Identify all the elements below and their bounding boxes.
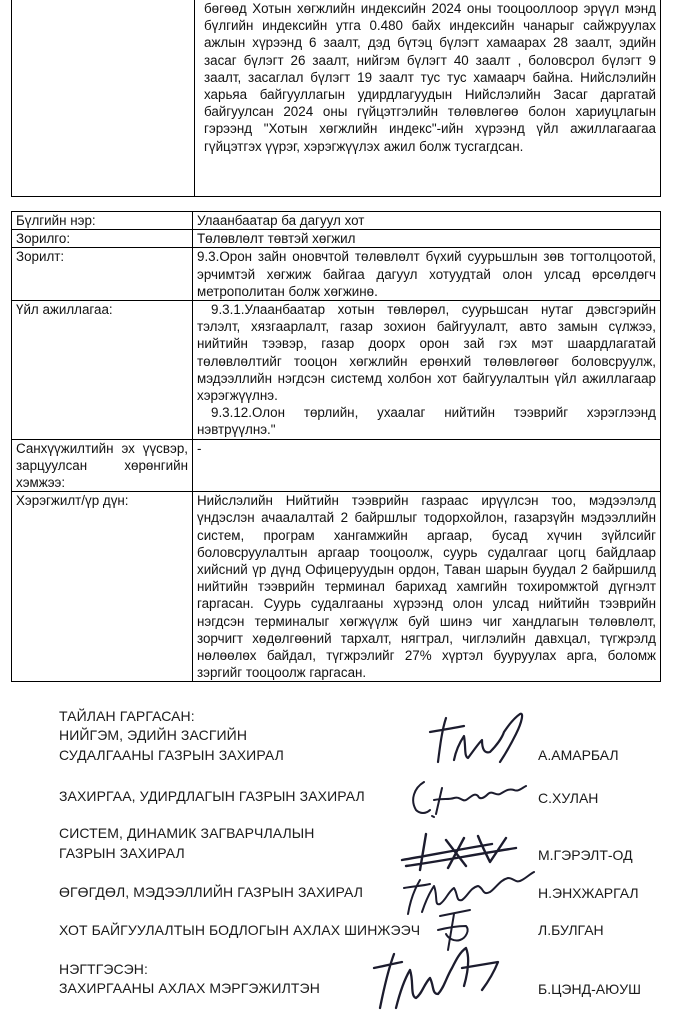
signer-title: СУДАЛГААНЫ ГАЗРЫН ЗАХИРАЛ bbox=[59, 747, 284, 763]
row-label: Зорилт: bbox=[12, 248, 193, 301]
row-value: - bbox=[193, 439, 661, 492]
row-label: Хэрэгжилт/үр дүн: bbox=[12, 492, 193, 682]
row-label: Үйл ажиллагаа: bbox=[12, 301, 193, 440]
previous-section-text: бөгөөд Хотын хөгжлийн индексийн 2024 оны тооцооллоор эрүүл мэнд бүлгийн индексийн утга 0.480 байх индексийн чанарыг сайжруулах ажлын хүрээнд 6 заалт, дэд бүтэц бүлэгт хамаарах 28 заалт, эдийн засаг бүлэгт 26 заалт, нийгэм бүлэгт 40 заалт , боловсрол бүлэгт 9 заалт, засаглал бүлэгт 19 заалт тус тус хамаарч байна. Нийслэлийн харьяа байгууллагын удирдлагуудын Нийслэлийн Засаг даргатай байгуулсан 2024 оны гүйцэтгэлийн төлөвлөгөө болон хариуцлагын гэрээнд "Хотын хөгжлийн индекс"-ийн хүрээнд үйл ажиллагаагаа гүйцэтгэх үүрэг, хэрэгжүүлэх ажил болж тусгагдсан. bbox=[204, 1, 656, 154]
handwritten-signature bbox=[404, 770, 534, 820]
row-value: Нийслэлийн Нийтийн тээврийн газраас ирүүлсэн тоо, мэдээлэлд үндэслэн ачаалалтай 2 байршлыг тодорхойлон, газарзүйн мэдээллийн систем, програм хангамжийн аргаар, бусад хүчин зүйлсийг боловсруулалтын аргаар тооцоолж, суурь судалгааг цогц байдлаар хийсний үр дүнд Офицеруудын ордон, Таван шарын буудал 2 байршилд нийтийн тээврийн терминал барихад хамгийн тохиромжтой дүгнэлт гаргасан. Суурь судалгааны хүрээнд олон улсад нийтийн тээврийн нэгдсэн терминалыг хөгжүүлж буй шинэ чиг хандлагын төлөвлөлт, зорчигт хөдөлгөөний тархалт, нягтрал, чиглэлийн давхцал, түгжрэлд нөлөөлөх байдал, түгжрэлийг 27% хүртэл бууруулах арга, боломж зэргийг тооцоолж гаргасан. bbox=[193, 492, 661, 682]
row-value bbox=[193, 301, 661, 440]
signer-title: ӨГӨГДӨЛ, МЭДЭЭЛЛИЙН ГАЗРЫН ЗАХИРАЛ bbox=[59, 884, 364, 900]
signer-name: Н.ЭНХЖАРГАЛ bbox=[538, 885, 639, 901]
verifier-title: ЗАХИРГААНЫ АХЛАХ МЭРГЭЖИЛТЭН bbox=[59, 980, 320, 996]
previous-section-box bbox=[11, 0, 661, 197]
signer-name: М.ГЭРЭЛТ-ОД bbox=[538, 847, 633, 863]
row-label: Санхүүжилтийн эх үүсвэр, зарцуулсан хөрөнгийн хэмжээ: bbox=[12, 439, 193, 492]
row-value: Улаанбаатар ба дагуул хот bbox=[193, 212, 661, 230]
verifier-name: Б.ЦЭНД-АЮУШ bbox=[538, 981, 641, 997]
table-row bbox=[12, 301, 661, 440]
table-row bbox=[12, 212, 661, 230]
signer-name: А.АМАРБАЛ bbox=[538, 747, 619, 763]
table-row bbox=[12, 492, 661, 682]
column-divider bbox=[194, 0, 195, 196]
signer-title: СИСТЕМ, ДИНАМИК ЗАГВАРЧЛАЛЫН bbox=[59, 825, 315, 841]
signer-title: ХОТ БАЙГУУЛАЛТЫН БОДЛОГЫН АХЛАХ ШИНЖЭЭЧ bbox=[59, 922, 421, 938]
row-label: Бүлгийн нэр: bbox=[12, 212, 193, 230]
goal-info-table bbox=[11, 211, 661, 682]
signer-name: Л.БУЛГАН bbox=[538, 922, 604, 938]
activity-item: 9.3.12.Олон төрлийн, ухаалаг нийтийн тээврийг хэрэглээнд нэвтрүүлнэ." bbox=[197, 405, 656, 438]
table-row bbox=[12, 230, 661, 248]
table-row bbox=[12, 439, 661, 492]
row-label: Зорилго: bbox=[12, 230, 193, 248]
signer-title: НИЙГЭМ, ЭДИЙН ЗАСГИЙН bbox=[59, 727, 248, 743]
table-row bbox=[12, 248, 661, 301]
activity-item: 9.3.1.Улаанбаатар хотын төвлөрөл, суурьшсан нутаг дэвсгэрийн тэлэлт, хязгаарлалт, газар зохион байгуулалт, авто замын сүлжээ, нийтийн тээвэр, газар доорх орон зай гэх мэт шаардлагатай төлөвлөлтийг тооцон хөгжлийн ерөнхий төлөвлөгөөг боловсруулж, мэдээллийн нэгдсэн системд холбон хот байгуулалтын үйл ажиллагаар хэрэгжүүлнэ. bbox=[197, 302, 656, 404]
signer-title: ЗАХИРГАА, УДИРДЛАГЫН ГАЗРЫН ЗАХИРАЛ bbox=[59, 788, 365, 804]
signer-title: ГАЗРЫН ЗАХИРАЛ bbox=[59, 845, 185, 861]
signer-name: С.ХУЛАН bbox=[538, 790, 599, 806]
handwritten-signature bbox=[370, 938, 510, 1018]
row-value: Төлөвлөлт төвтэй хөгжил bbox=[193, 230, 661, 248]
prepared-heading: ТАЙЛАН ГАРГАСАН: bbox=[59, 708, 195, 724]
verified-heading: НЭГТГЭСЭН: bbox=[59, 961, 148, 977]
handwritten-signature bbox=[424, 700, 534, 774]
row-value: 9.3.Орон зайн оновчтой төлөвлөлт бүхий суурьшлын зөв тогтолцоотой, эрчимтэй хөгжиж байгаа дагуул хотуудтай олон улсад өрсөлдөгч метрополитан болж хөгжинө. bbox=[193, 248, 661, 301]
